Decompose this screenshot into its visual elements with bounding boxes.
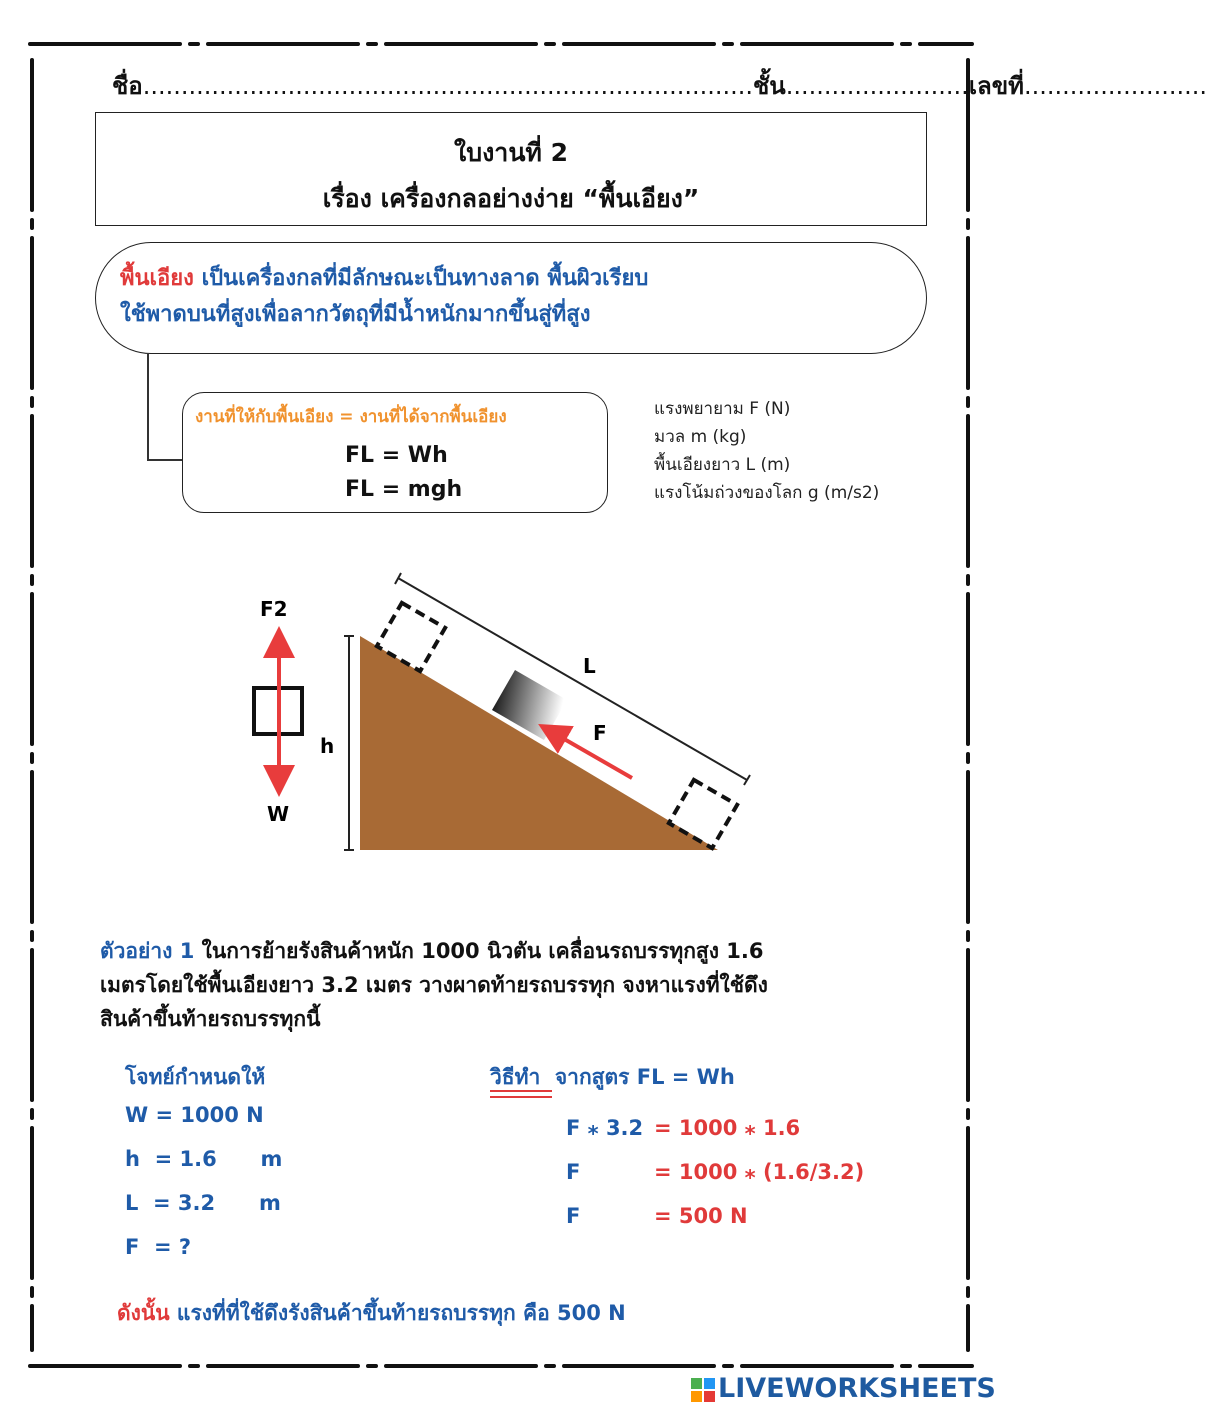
variable-legend xyxy=(654,395,879,507)
name-blank[interactable]: ................................................................................ xyxy=(142,72,754,100)
formula-mass: FL = mgh xyxy=(345,477,463,502)
solution-step xyxy=(566,1160,864,1184)
definition-line-2: ใช้พาดบนที่สูงเพื่อลากวัตถุที่มีน้ำหนักมากขึ้นสู่ที่สูง xyxy=(120,302,591,327)
inclined-plane-diagram xyxy=(240,570,760,870)
height-label: h xyxy=(320,734,335,758)
formula-heading: งานที่ให้กับพื้นเอียง = งานที่ได้จากพื้นเอียง xyxy=(195,407,507,427)
solution-step xyxy=(566,1204,748,1228)
solution-formula: จากสูตร FL = Wh xyxy=(554,1065,735,1089)
solution-label: วิธีทำ xyxy=(490,1065,541,1089)
class-blank[interactable]: ........................ xyxy=(785,72,969,100)
height-marker xyxy=(344,636,354,850)
example-line-2: เมตรโดยใช้พื้นเอียงยาว 3.2 เมตร วางผาดท้ายรถบรรทุก จงหาแรงที่ใช้ดึง xyxy=(100,973,768,997)
number-blank[interactable]: ........................ xyxy=(1023,72,1207,100)
example-line-3: สินค้าขึ้นท้ายรถบรรทุกนี้ xyxy=(100,1007,321,1031)
step-lhs: F xyxy=(566,1204,581,1228)
weight-label: W xyxy=(267,802,290,826)
formula-work: FL = Wh xyxy=(345,443,448,468)
given-item: W = 1000 N xyxy=(125,1103,264,1127)
class-label: ชั้น xyxy=(753,72,786,100)
legend-item: แรงโน้มถ่วงของโลก g (m/s2) xyxy=(654,483,880,503)
step-lhs: F ⁎ 3.2 xyxy=(566,1116,644,1140)
student-info-line xyxy=(112,66,1207,105)
step-rhs: = 500 N xyxy=(654,1204,748,1228)
example-line-1 xyxy=(100,934,920,968)
connector-line xyxy=(147,459,183,461)
solution-underline xyxy=(490,1090,552,1092)
step-lhs: F xyxy=(566,1160,581,1184)
example-label: ตัวอย่าง 1 xyxy=(100,939,195,963)
title-box xyxy=(95,112,927,226)
solution-step xyxy=(566,1116,800,1140)
connector-line xyxy=(147,353,149,460)
watermark-text: LIVEWORKSHEETS xyxy=(718,1373,996,1404)
example-text-1: ในการย้ายรังสินค้าหนัก 1000 นิวตัน เคลื่อนรถบรรทุกสูง 1.6 xyxy=(194,939,764,963)
given-item: L = 3.2 m xyxy=(125,1191,281,1215)
example-problem xyxy=(100,934,920,1036)
length-label: L xyxy=(583,654,596,678)
ramp xyxy=(360,636,718,850)
worksheet-number: ใบงานที่ 2 xyxy=(454,138,568,167)
force-label: F xyxy=(593,721,607,745)
given-item: h = 1.6 m xyxy=(125,1147,283,1171)
step-rhs: = 1000 ⁎ 1.6 xyxy=(654,1116,801,1140)
conclusion-text: แรงที่ที่ใช้ดึงรังสินค้าขึ้นท้ายรถบรรทุก คือ 500 N xyxy=(169,1301,626,1325)
conclusion xyxy=(117,1297,626,1330)
legend-item: มวล m (kg) xyxy=(654,427,747,447)
definition-box xyxy=(95,242,927,354)
worksheet-topic: เรื่อง เครื่องกลอย่างง่าย “พื้นเอียง” xyxy=(322,184,700,213)
solution-underline xyxy=(490,1096,552,1098)
legend-item: พื้นเอียงยาว L (m) xyxy=(654,455,791,475)
conclusion-label: ดังนั้น xyxy=(117,1301,170,1325)
liveworksheets-logo-icon xyxy=(690,1377,716,1403)
definition-line-1 xyxy=(120,261,926,297)
given-heading: โจทย์กำหนดให้ xyxy=(125,1065,266,1089)
legend-item: แรงพยายาม F (N) xyxy=(654,399,791,419)
step-rhs: = 1000 ⁎ (1.6/3.2) xyxy=(654,1160,865,1184)
definition-text-1: เป็นเครื่องกลที่มีลักษณะเป็นทางลาด พื้นผิวเรียบ xyxy=(193,266,649,291)
number-label: เลขที่ xyxy=(968,72,1024,100)
given-item: F = ? xyxy=(125,1235,192,1259)
f2-label: F2 xyxy=(260,597,288,621)
definition-term: พื้นเอียง xyxy=(120,266,194,291)
name-label: ชื่อ xyxy=(112,72,143,100)
